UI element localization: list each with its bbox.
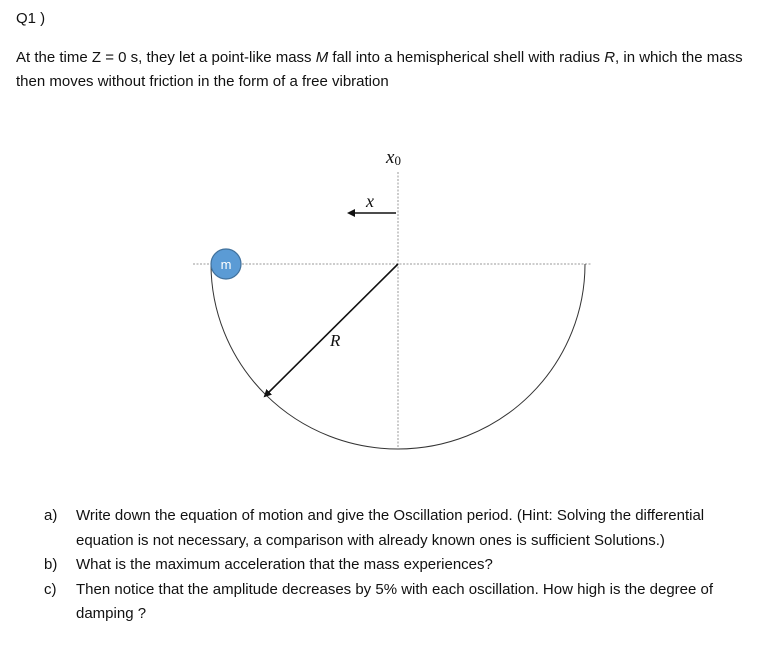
question-marker: b) bbox=[44, 556, 58, 573]
radius-label: R bbox=[330, 331, 341, 350]
question-c bbox=[44, 578, 760, 627]
intro-text-2: fall into a hemispherical shell with radius bbox=[328, 49, 605, 66]
mass-label: m bbox=[220, 257, 232, 272]
question-marker: a) bbox=[44, 507, 58, 524]
question-b bbox=[44, 553, 760, 578]
intro-text-1: At the time Z = 0 s, they let a point-like mass bbox=[16, 49, 316, 66]
radius-arrow bbox=[265, 264, 398, 396]
mass-symbol: M bbox=[315, 49, 329, 66]
x0-label-main: x bbox=[386, 147, 395, 168]
x0-label bbox=[385, 147, 401, 168]
x0-label-subscript: 0 bbox=[394, 153, 401, 168]
intro-text-3: , in which the mass then moves without friction in the form of a free vibration bbox=[16, 49, 743, 90]
question-text: Write down the equation of motion and give the Oscillation period. (Hint: Solving the differential equation is not necessary, a comparison with already known ones is sufficient Solutions.) bbox=[76, 507, 705, 549]
x-label: x bbox=[366, 191, 374, 211]
question-text: What is the maximum acceleration that the mass experiences? bbox=[76, 556, 493, 573]
question-number: Q1 ) bbox=[16, 10, 46, 27]
question-a bbox=[44, 504, 760, 553]
question-list bbox=[44, 504, 760, 627]
radius-symbol: R bbox=[604, 49, 616, 66]
question-text: Then notice that the amplitude decreases by 5% with each oscillation. How high is the degree of damping ? bbox=[76, 580, 714, 622]
question-marker: c) bbox=[44, 580, 57, 598]
